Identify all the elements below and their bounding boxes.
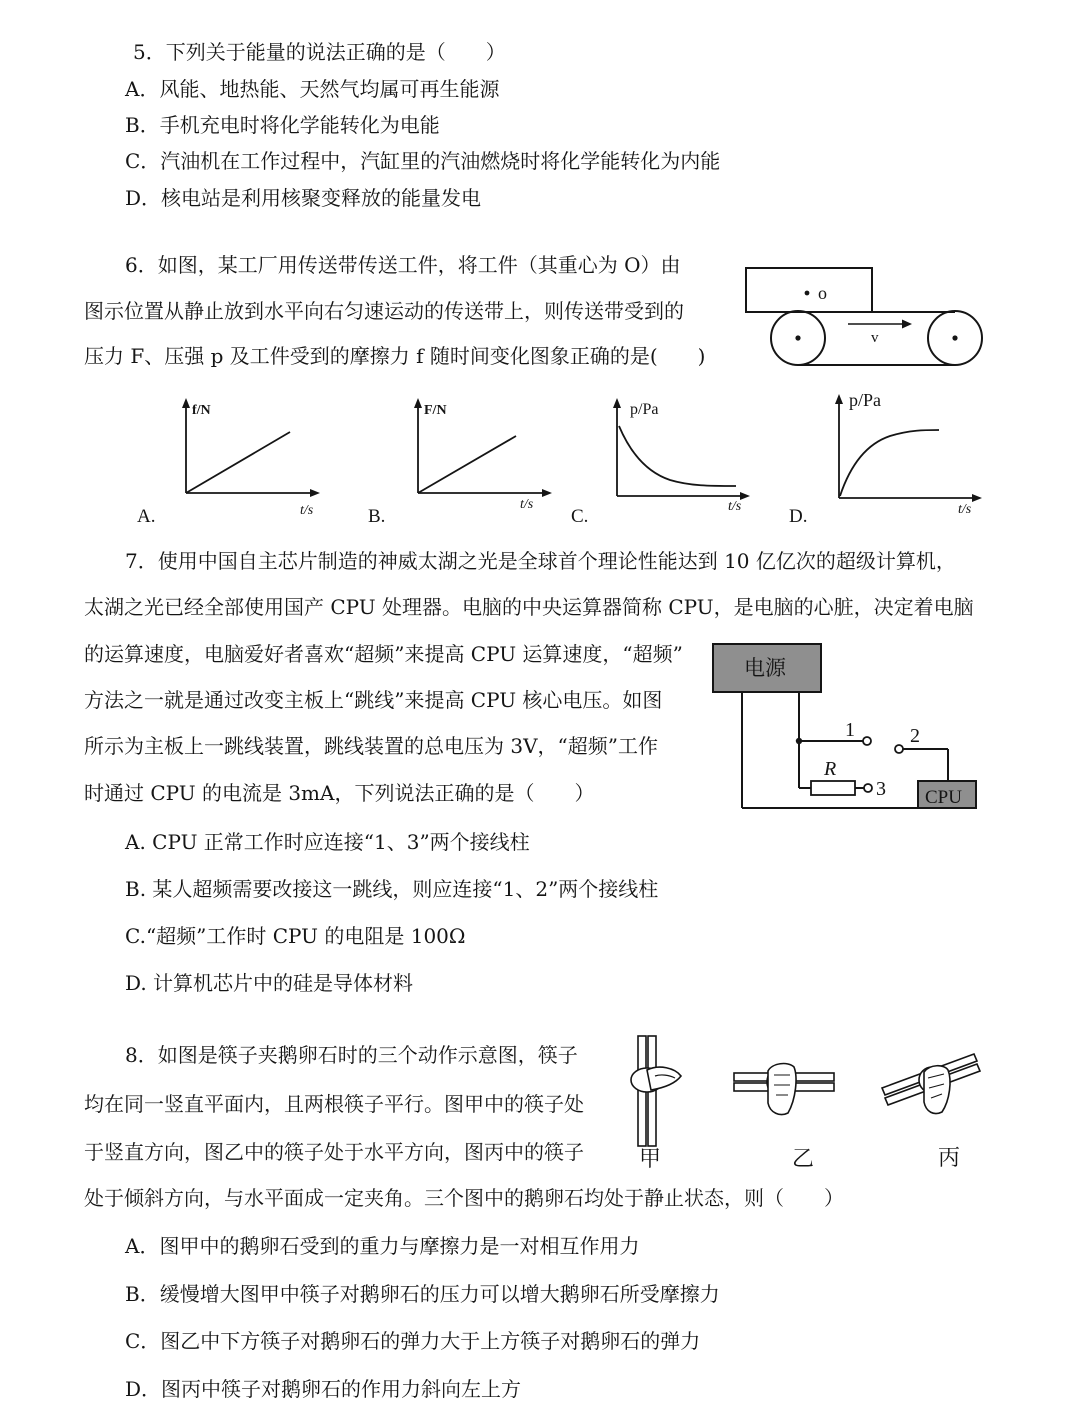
graph-a-option: A.	[137, 506, 156, 527]
figure-label-bing: 丙	[938, 1146, 961, 1171]
power-source-label: 电源	[744, 656, 786, 680]
graph-d-x-arrow	[972, 494, 982, 502]
q5-option-c: C．汽油机在工作过程中，汽缸里的汽油燃烧时将化学能转化为内能	[125, 149, 721, 173]
graph-b-x-arrow	[542, 489, 552, 497]
graph-c-ylabel: p/Pa	[630, 401, 659, 418]
jumper-circuit-figure	[710, 640, 990, 820]
workpiece-box	[746, 268, 872, 312]
figure-label-yi: 乙	[792, 1147, 815, 1172]
q7-option-b: B. 某人超频需要改接这一跳线，则应连接“1、2”两个接线柱	[125, 877, 659, 901]
q6-stem-line-3: 压力 F、压强 p 及工件受到的摩擦力 f 随时间变化图象正确的是( )	[84, 344, 706, 368]
q5-stem: 5．下列关于能量的说法正确的是（ ）	[133, 40, 506, 64]
q6-stem-line-1: 6．如图，某工厂用传送带传送工件，将工件（其重心为 O）由	[125, 253, 681, 277]
graph-c-x-arrow	[740, 492, 750, 500]
graph-a-xlabel: t/s	[300, 503, 314, 518]
q7-option-a: A. CPU 正常工作时应连接“1、3”两个接线柱	[125, 830, 530, 854]
velocity-arrowhead	[902, 320, 912, 329]
q7-stem-line-4: 方法之一就是通过改变主板上“跳线”来提高 CPU 核心电压。如图	[84, 688, 663, 712]
hand-yi	[768, 1064, 796, 1115]
q8-option-a: A．图甲中的鹅卵石受到的重力与摩擦力是一对相互作用力	[125, 1234, 640, 1258]
velocity-label: v	[871, 330, 879, 346]
left-pulley-axle	[795, 335, 800, 340]
q7-stem-line-1: 7．使用中国自主芯片制造的神威太湖之光是全球首个理论性能达到 10 亿亿次的超级计算机，	[125, 549, 956, 573]
terminal-1-label: 1	[845, 719, 855, 741]
figure-label-jia: 甲	[639, 1147, 662, 1172]
conveyor-belt-figure	[740, 262, 990, 382]
graph-c-y-arrow	[613, 398, 621, 408]
cpu-label: CPU	[925, 787, 962, 808]
graph-a	[168, 392, 328, 522]
graph-d-y-arrow	[835, 394, 843, 404]
graph-a-y-arrow	[182, 398, 190, 408]
q8-stem-line-3: 于竖直方向，图乙中的筷子处于水平方向，图丙中的筷子	[84, 1140, 584, 1164]
q8-option-d: D．图丙中筷子对鹅卵石的作用力斜向左上方	[125, 1377, 522, 1401]
q8-option-b: B．缓慢增大图甲中筷子对鹅卵石的压力可以增大鹅卵石所受摩擦力	[125, 1282, 720, 1306]
graph-a-line	[186, 432, 290, 493]
graph-c-curve	[619, 426, 736, 486]
terminal-2-label: 2	[910, 725, 920, 747]
graph-c	[600, 392, 760, 522]
hand-jia	[647, 1067, 681, 1090]
graph-c-xlabel: t/s	[728, 499, 742, 514]
q7-stem-line-2: 太湖之光已经全部使用国产 CPU 处理器。电脑的中央运算器简称 CPU，是电脑的心脏，决定着电脑	[84, 595, 974, 619]
chopsticks-figure-bing	[876, 1050, 986, 1180]
q8-stem-line-4: 处于倾斜方向，与水平面成一定夹角。三个图中的鹅卵石均处于静止状态，则（ ）	[84, 1186, 844, 1210]
q8-option-c: C．图乙中下方筷子对鹅卵石的弹力大于上方筷子对鹅卵石的弹力	[125, 1329, 701, 1353]
graph-c-option: C.	[571, 506, 589, 527]
graph-d-curve	[840, 430, 939, 496]
graph-a-x-arrow	[310, 489, 320, 497]
graph-b	[400, 392, 560, 522]
graph-b-ylabel: F/N	[424, 403, 447, 418]
graph-d-xlabel: t/s	[958, 502, 972, 517]
q8-stem-line-2: 均在同一竖直平面内，且两根筷子平行。图甲中的筷子处	[84, 1092, 584, 1116]
q5-option-b: B．手机充电时将化学能转化为电能	[125, 113, 440, 137]
terminal-2	[895, 745, 903, 753]
graph-a-ylabel: f/N	[192, 403, 211, 418]
q7-stem-line-5: 所示为主板上一跳线装置，跳线装置的总电压为 3V，“超频”工作	[84, 734, 658, 758]
graph-b-xlabel: t/s	[520, 497, 534, 512]
q7-option-c: C.“超频”工作时 CPU 的电阻是 100Ω	[125, 924, 466, 948]
chopsticks-figure-jia	[625, 1030, 695, 1180]
graph-b-line	[418, 436, 516, 493]
q5-option-a: A．风能、地热能、天然气均属可再生能源	[125, 77, 500, 101]
q8-stem-line-1: 8．如图是筷子夹鹅卵石时的三个动作示意图，筷子	[125, 1043, 578, 1067]
q7-stem-line-6: 时通过 CPU 的电流是 3mA，下列说法正确的是（ ）	[84, 781, 595, 805]
graph-b-y-arrow	[414, 398, 422, 408]
graph-b-option: B.	[368, 506, 386, 527]
q7-option-d: D. 计算机芯片中的硅是导体材料	[125, 971, 414, 995]
q5-option-d: D．核电站是利用核聚变释放的能量发电	[125, 186, 482, 210]
hand-bing	[924, 1066, 950, 1114]
terminal-3-label: 3	[876, 778, 886, 800]
graph-d-ylabel: p/Pa	[849, 390, 882, 410]
graph-d-option: D.	[789, 506, 808, 527]
terminal-1	[863, 737, 871, 745]
resistor	[811, 781, 855, 795]
chopsticks-figure-yi	[728, 1055, 848, 1180]
q6-stem-line-2: 图示位置从静止放到水平向右匀速运动的传送带上，则传送带受到的	[84, 299, 684, 323]
graph-d	[824, 386, 994, 521]
center-of-gravity-dot	[805, 291, 810, 296]
right-pulley-axle	[952, 335, 957, 340]
terminal-3	[864, 784, 872, 792]
resistor-label: R	[824, 758, 837, 780]
center-of-gravity-label: o	[818, 283, 827, 303]
q7-stem-line-3: 的运算速度，电脑爱好者喜欢“超频”来提高 CPU 运算速度，“超频”	[84, 642, 683, 666]
